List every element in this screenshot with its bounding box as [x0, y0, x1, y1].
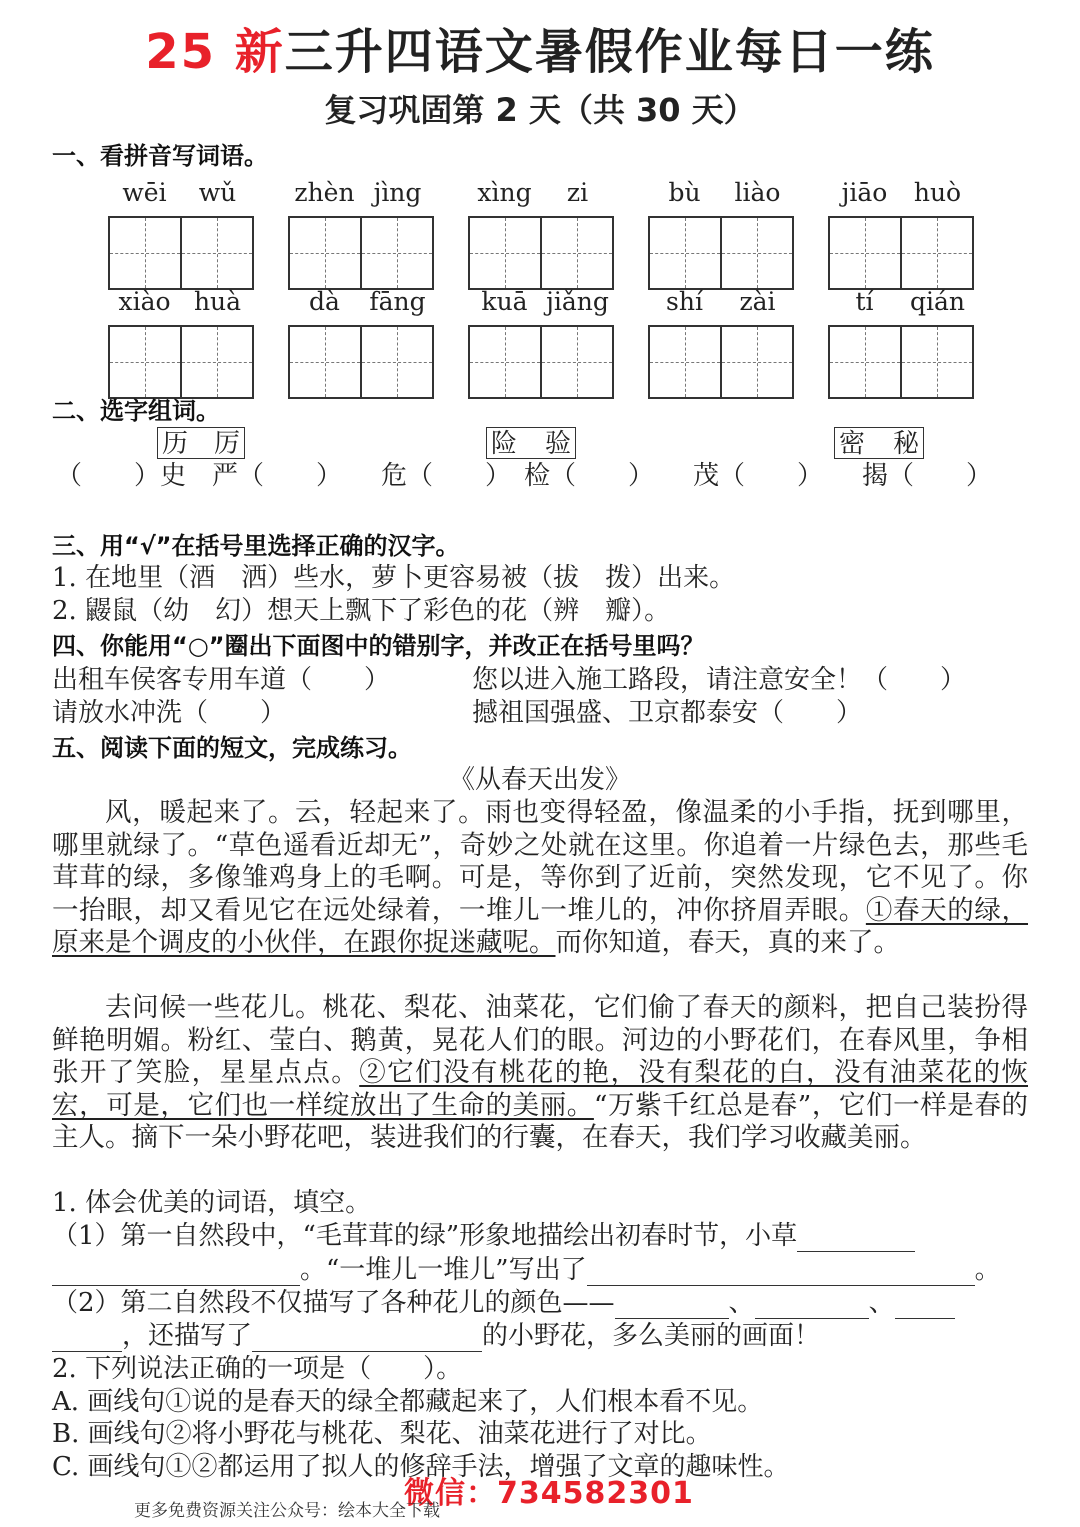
writing-box[interactable]: [648, 325, 794, 399]
underlined-sentence-2: ②它们没有桃花的艳，没有梨花的白，没有油菜花的恢宏，可是，它们也一样绽放出了生命的美丽。: [52, 1057, 1029, 1121]
writing-box[interactable]: [468, 325, 614, 399]
answer-blank[interactable]: [755, 1292, 869, 1319]
choice-char: 密: [839, 429, 866, 459]
pinyin-syllable: dà: [309, 287, 340, 316]
worksheet-title: [0, 22, 1080, 82]
pinyin-syllable: zhèn: [294, 178, 355, 207]
paragraph-text: 而你知道，春天，真的来了。: [555, 927, 900, 958]
answer-blank[interactable]: [587, 1259, 975, 1286]
section3-heading: 三、用“√”在括号里选择正确的汉字。: [52, 532, 460, 560]
char-choice-group: [157, 427, 245, 459]
choice-char: 险: [491, 429, 518, 459]
question-text: 。: [974, 1255, 1001, 1285]
footer-note: 更多免费资源关注公众号：绘本大全下载: [134, 1501, 440, 1521]
writing-box[interactable]: [108, 325, 254, 399]
passage-paragraph-2: [52, 992, 1028, 1155]
choice-char: 历: [162, 429, 189, 459]
question-text: （2）第二自然段不仅描写了各种花儿的颜色——: [52, 1288, 615, 1318]
answer-blank[interactable]: [797, 1225, 915, 1252]
sign-item: 出租车侯客专用车道（ ）: [52, 665, 391, 695]
answer-blank[interactable]: [252, 1325, 482, 1352]
choice-char: 厉: [213, 429, 240, 459]
paragraph-text: 风，暖起来了。云，轻起来了。雨也变得轻盈，像温柔的小手指，抚到哪里，哪里就绿了。“草色遥看近却无”，奇妙之处就在这里。你追着一片绿色去，那些毛茸茸的绿，多像雏鸡身上的毛啊。可是，等你到了近前，突然发现，它不见了。你一抬眼，却又看见它在远处绿着，一堆儿一堆儿的，冲你挤眉弄眼。: [52, 797, 1028, 926]
question-3-1: 1. 在地里（酒 洒）些水，萝卜更容易被（拔 拨）出来。: [52, 563, 736, 593]
option-b[interactable]: B. 画线句②将小野花与桃花、梨花、油菜花进行了对比。: [52, 1419, 712, 1449]
pinyin-syllable: zài: [739, 287, 776, 316]
option-a[interactable]: A. 画线句①说的是春天的绿全都藏起来了，人们根本看不见。: [52, 1387, 764, 1417]
question-3-2: 2. 鼹鼠（幼 幻）想天上飘下了彩色的花（辨 瓣）。: [52, 596, 671, 626]
pinyin-syllable: wǔ: [198, 178, 237, 207]
sign-item: 您以进入施工路段，请注意安全！（ ）: [472, 665, 967, 695]
question-5-1-2-cont: [52, 1320, 820, 1352]
question-5-1-1: [52, 1220, 915, 1252]
char-choice-group: [486, 427, 576, 459]
question-text: 的小野花，多么美丽的画面！: [482, 1321, 821, 1351]
pinyin-syllable: huò: [913, 178, 962, 207]
question-5-1-1-cont: [52, 1254, 1001, 1286]
section5-heading: 五、阅读下面的短文，完成练习。: [52, 734, 412, 762]
title-red-part: 25 新: [145, 24, 285, 80]
writing-box[interactable]: [288, 325, 434, 399]
separator: 、: [868, 1288, 895, 1318]
pinyin-syllable: liào: [734, 178, 781, 207]
question-5-2: 2. 下列说法正确的一项是（ ）。: [52, 1354, 463, 1384]
pinyin-syllable: kuā: [481, 287, 528, 316]
pinyin-syllable: tí: [855, 287, 874, 316]
paragraph-text: 去问候一些花儿。桃花、梨花、油菜花，它们偷了春天的颜料，把自己装扮得鲜艳明媚。粉红、莹白、鹅黄，晃花人们的眼。河边的小野花们，在春风里，争相张开了笑脸，星星点点。: [52, 992, 1028, 1088]
question-text: 。“一堆儿一堆儿”写出了: [300, 1255, 587, 1285]
choice-char: 验: [544, 429, 571, 459]
sign-item: 请放水冲洗（ ）: [52, 698, 287, 728]
sign-item: 撼祖国强盛、卫京都泰安（ ）: [472, 698, 863, 728]
writing-box[interactable]: [468, 216, 614, 290]
underlined-sentence-1: ①春天的绿，原来是个调皮的小伙伴，在跟你捉迷藏呢。: [52, 894, 1029, 958]
pinyin-syllable: wēi: [122, 178, 167, 207]
question-text: （1）第一自然段中，“毛茸茸的绿”形象地描绘出初春时节，小草: [52, 1221, 798, 1251]
word-building-line: （ ）史 严（ ） 危（ ） 检（ ） 茂（ ） 揭（ ）: [56, 461, 993, 491]
pinyin-syllable: qián: [909, 287, 965, 316]
pinyin-syllable: jiǎng: [546, 287, 609, 316]
writing-box[interactable]: [828, 325, 974, 399]
question-5-1: 1. 体会优美的词语，填空。: [52, 1188, 372, 1218]
writing-box[interactable]: [648, 216, 794, 290]
choice-char: 秘: [892, 429, 919, 459]
pinyin-syllable: jìng: [373, 178, 422, 207]
worksheet-subtitle: 复习巩固第 2 天（共 30 天）: [324, 91, 756, 129]
section2-heading: 二、选字组词。: [52, 397, 220, 425]
section4-heading: 四、你能用“○”圈出下面图中的错别字，并改正在括号里吗？: [52, 632, 705, 660]
section1-heading: 一、看拼音写词语。: [52, 142, 268, 170]
pinyin-syllable: zi: [566, 178, 589, 207]
writing-box[interactable]: [828, 216, 974, 290]
pinyin-syllable: fāng: [369, 287, 426, 316]
answer-blank[interactable]: [52, 1325, 122, 1352]
question-text: ，还描写了: [122, 1321, 253, 1351]
answer-blank[interactable]: [52, 1259, 300, 1286]
writing-box[interactable]: [108, 216, 254, 290]
passage-title: 《从春天出发》: [448, 765, 631, 795]
pinyin-syllable: jiāo: [841, 178, 888, 207]
answer-blank[interactable]: [615, 1292, 729, 1319]
separator: 、: [728, 1288, 755, 1318]
title-black-part: 三升四语文暑假作业每日一练: [284, 24, 935, 80]
passage-paragraph-1: [52, 797, 1028, 960]
char-choice-group: [834, 427, 924, 459]
question-5-1-2: [52, 1287, 955, 1319]
option-c[interactable]: C. 画线句①②都运用了拟人的修辞手法，增强了文章的趣味性。: [52, 1452, 790, 1482]
paragraph-text: “万紫千红总是春”，它们一样是春的主人。摘下一朵小野花吧，装进我们的行囊，在春天，我们学习收藏美丽。: [52, 1089, 1028, 1153]
pinyin-syllable: shí: [666, 287, 703, 316]
pinyin-syllable: xìng: [477, 178, 532, 207]
wechat-watermark: 微信：734582301: [404, 1476, 694, 1511]
answer-blank[interactable]: [895, 1292, 955, 1319]
pinyin-syllable: huà: [193, 287, 242, 316]
writing-box[interactable]: [288, 216, 434, 290]
pinyin-syllable: xiào: [118, 287, 171, 316]
pinyin-syllable: bù: [668, 178, 701, 207]
